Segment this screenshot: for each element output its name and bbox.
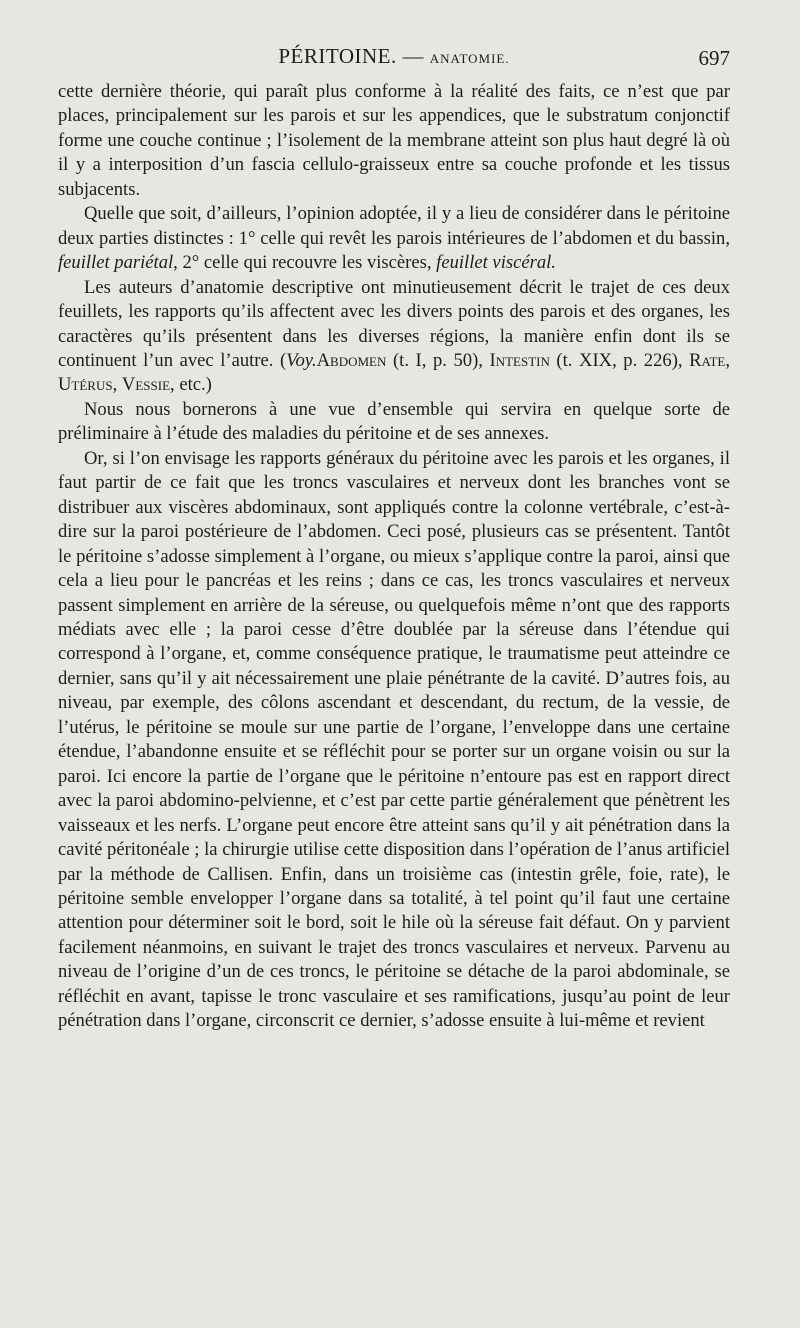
- ref-end: , etc.): [170, 374, 212, 396]
- paragraph-5: Or, si l’on envisage les rapports généraux du péritoine avec les parois et les organes, il faut partir de ce fait que les troncs vasculaires et nerveux dont les branches vont se distribuer aux viscères abdominaux, sont appliqués contre la colonne vertébrale, c’est-à-dire sur la paroi postérieure de l’abdomen. Ceci posé, plusieurs cas se présentent. Tantôt le péritoine s’adosse simplement à l’organe, ou mieux s’applique contre la paroi, ainsi que cela a lieu pour le pancréas et les reins ; dans ce cas, les troncs vasculaires et nerveux passent simplement en arrière de la séreuse, ou quelquefois même n’ont que des rapports médiats avec elle ; la paroi cesse d’être doublée par la séreuse dans l’étendue qui correspond à l’organe, et, comme conséquence pratique, le traumatisme peut atteindre ce dernier, sans qu’il y ait nécessairement une plaie pénétrante de la cavité. D’autres fois, au niveau, par exemple, des côlons ascendant et descendant, du rectum, de la vessie, de l’utérus, le péritoine se moule sur une partie de l’organe, l’enveloppe dans une certaine étendue, l’abandonne ensuite et se réfléchit pour se porter sur un organe voisin ou sur la paroi. Ici encore la partie de l’organe que le péritoine n’entoure pas est en rapport direct avec la paroi abdomino-pelvienne, et c’est par cette partie généralement que pénètrent les vaisseaux et les nerfs. L’organe peut encore être atteint sans qu’il y ait pénétration dans la cavité péritonéale ; la chirurgie utilise cette disposition dans l’opération de l’anus artificiel par la méthode de Callisen. Enfin, dans un troisième cas (intestin grêle, foie, rate), le péritoine semble envelopper l’organe dans sa totalité, à tel point qu’il faut une certaine attention pour déterminer soit le bord, soit le hile où la séreuse fait défaut. On y parvient facilement néanmoins, en suivant le trajet des troncs vasculaires et nerveux. Parvenu au niveau de l’origine d’un de ces troncs, le péritoine se détache de la paroi abdominale, se réfléchit en avant, tapisse le tronc vasculaire et ses ramifications, jusqu’au point de leur pénétration dans l’organe, circonscrit ce dernier, s’adosse ensuite à lui-même et revient: [58, 447, 730, 1032]
- ref-abdomen: Abdomen: [316, 349, 387, 371]
- ref-uterus: Utérus: [58, 374, 113, 396]
- p2-text-a: Quelle que soit, d’ailleurs, l’opinion adoptée, il y a lieu de considérer dans le péritoine deux parties distinctes : 1° celle qui revêt les parois intérieures de l’abdomen et du bassin,: [58, 203, 730, 249]
- running-title: [278, 44, 509, 69]
- p2-text-c: 2° celle qui recouvre les viscères,: [177, 252, 437, 274]
- ref-rate: Rate: [689, 349, 726, 371]
- ref-volume-1: (t. I, p. 50),: [386, 349, 490, 371]
- term-feuillet-visceral: feuillet viscéral.: [436, 252, 556, 274]
- page-number: 697: [698, 46, 730, 70]
- ref-volume-19: (t. XIX, p. 226),: [549, 349, 690, 371]
- paragraph-4: Nous nous bornerons à une vue d’ensemble qui servira en quelque sorte de préliminaire à l’étude des maladies du péritoine et de ses annexes.: [58, 398, 730, 445]
- ref-vessie: Vessie: [121, 374, 171, 396]
- header-dash: —: [402, 44, 424, 68]
- ref-voy: Voy.: [286, 349, 317, 371]
- paragraph-3: [58, 276, 730, 398]
- ref-separator-2: ,: [112, 374, 122, 396]
- p3-text-a: Les auteurs d’anatomie descriptive ont minutieusement décrit le trajet de ces deux feuillets, les rapports qu’ils affectent avec les divers points des parois et des organes, les caractères qu’ils présentent dans les diverses régions, la manière enfin dont ils se continuent l’un avec l’autre. (: [58, 276, 730, 371]
- paragraph-2: [58, 202, 730, 275]
- header-title: PÉRITOINE.: [278, 44, 397, 68]
- ref-intestin: Intestin: [489, 349, 550, 371]
- paragraph-1: cette dernière théorie, qui paraît plus conforme à la réalité des faits, ce n’est que par places, principalement sur les parois et sur les appendices, que le substratum conjonctif forme une couche continue ; l’isolement de la membrane atteint son plus haut degré là où il y a interposition d’un fascia cellulo-graisseux entre sa couche profonde et les tissus subjacents.: [58, 81, 730, 200]
- ref-separator-1: ,: [725, 349, 731, 371]
- body-text: [58, 80, 730, 1034]
- term-feuillet-parietal: feuillet pariétal,: [58, 252, 178, 274]
- running-header: [58, 44, 730, 80]
- header-subtitle: ANATOMIE.: [429, 51, 510, 66]
